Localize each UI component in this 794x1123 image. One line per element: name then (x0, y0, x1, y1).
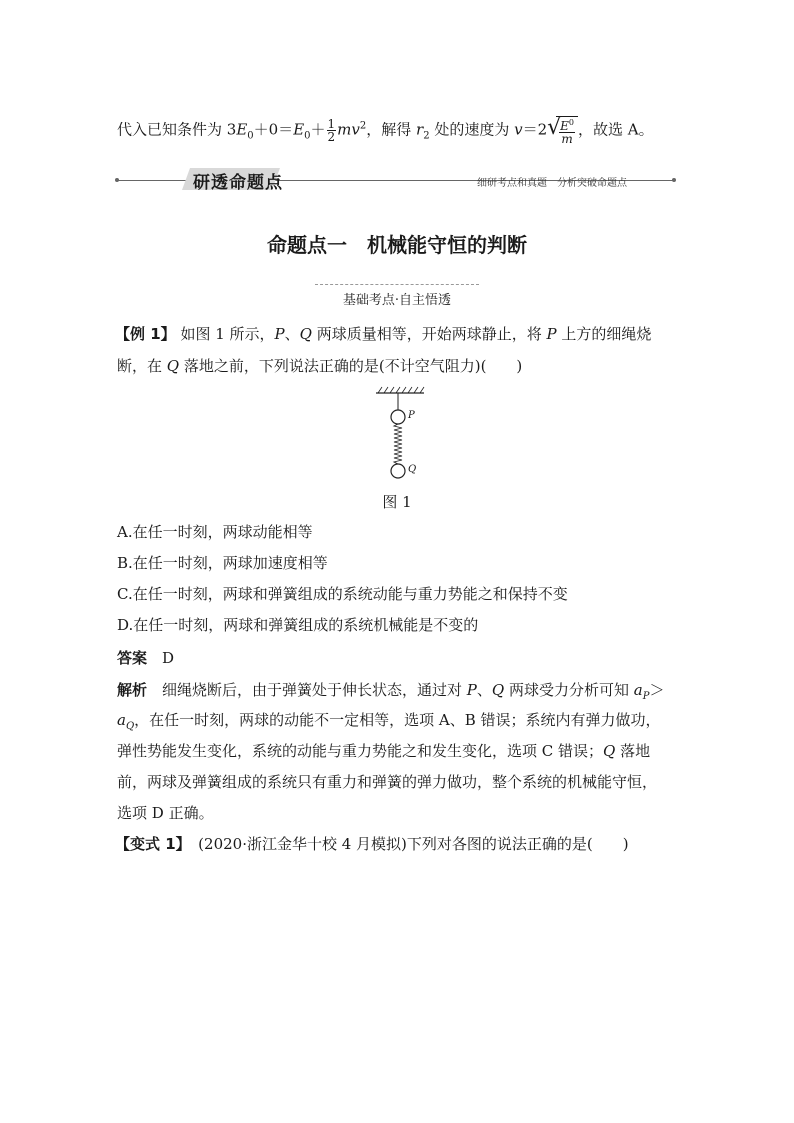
greater-than: ＞ (649, 681, 665, 699)
var-a: a (633, 681, 643, 699)
intro-suffix: ，故选 A。 (578, 120, 654, 139)
var-E: E (236, 120, 248, 139)
intro-prefix: 代入已知条件为 3 (117, 120, 237, 139)
option-d: D.在任一时刻，两球和弹簧组成的系统机械能是不变的 (117, 616, 479, 634)
sqrt-num (559, 117, 575, 133)
var-Q: Q (491, 681, 505, 699)
figure-label-p: P (408, 410, 415, 421)
figure-caption: 图 1 (382, 493, 412, 511)
answer-value: D (162, 649, 175, 667)
var-P: P (466, 681, 477, 699)
analysis-line-3 (117, 741, 650, 761)
analysis-line-1 (117, 680, 664, 707)
analysis-text: 细绳烧断后，由于弹簧处于伸长状态，通过对 (147, 681, 467, 699)
section-title: 命题点一 机械能守恒的判断 (267, 233, 527, 257)
var-v: v (514, 120, 523, 139)
ball-q (391, 464, 405, 478)
analysis-line-4: 前，两球及弹簧组成的系统只有重力和弹簧的弹力做功，整个系统的机械能守恒， (117, 773, 658, 791)
var-r: r (416, 120, 424, 139)
frac-num: 1 (327, 117, 336, 131)
sep: 、 (284, 325, 300, 343)
example-text: 断，在 (117, 357, 167, 375)
sup-zero: 0 (568, 118, 575, 127)
sub-zero: 0 (247, 130, 254, 142)
analysis-label: 解析 (117, 681, 148, 699)
fraction-half (327, 118, 337, 143)
frac-den: 2 (327, 130, 336, 144)
intro-comma: ，解得 (366, 120, 417, 139)
intro-mid: 处的速度为 (429, 120, 515, 139)
var-P: P (546, 325, 557, 343)
sqrt-fraction (559, 117, 575, 145)
example-line-1 (115, 324, 651, 344)
intro-eq: ＋0＝ (253, 120, 294, 139)
var-Q: Q (166, 357, 180, 375)
sub-two: 2 (423, 130, 430, 142)
var-P: P (274, 325, 285, 343)
example-line-2 (117, 356, 522, 376)
subtitle-rule (315, 284, 479, 285)
var-Q: Q (299, 325, 312, 343)
banner-dot-left (115, 178, 119, 182)
analysis-text: 弹性势能发生变化，系统的动能与重力势能之和发生变化，选项 C 错误； (117, 742, 604, 760)
intro-plus: ＋ (310, 120, 326, 139)
analysis-text: 落地 (615, 742, 651, 760)
var-Q: Q (603, 742, 616, 760)
intro-line (117, 116, 654, 147)
ceiling (376, 387, 424, 393)
option-a: A.在任一时刻，两球动能相等 (117, 523, 313, 541)
answer-gap (147, 649, 162, 667)
var-a: a (117, 711, 126, 729)
answer-label: 答案 (117, 649, 148, 667)
example-text: 上方的细绳烧 (556, 325, 652, 343)
analysis-text: ，在任一时刻，两球的动能不一定相等，选项 A、B 错误；系统内有弹力做功， (134, 711, 661, 729)
section-subtitle: 基础考点·自主悟透 (342, 293, 452, 308)
analysis-text: 两球受力分析可知 (504, 681, 634, 699)
analysis-line-2 (117, 710, 661, 737)
example-text: 如图 1 所示， (175, 325, 275, 343)
sup-square: 2 (359, 120, 367, 132)
sub-Q: Q (125, 721, 135, 732)
option-b: B.在任一时刻，两球加速度相等 (117, 554, 328, 572)
figure-spring-balls (370, 384, 430, 484)
sqrt-sign: √ (547, 115, 562, 140)
variant-tag: 【变式 1】 (115, 835, 184, 853)
banner-label: 研透命题点 (193, 173, 283, 193)
example-text: 落地之前，下列说法正确的是(不计空气阻力)( ) (179, 357, 523, 375)
example-tag: 【例 1】 (115, 325, 176, 343)
sep: 、 (476, 681, 492, 699)
variant-line (115, 834, 629, 854)
example-text: 两球质量相等，开始两球静止，将 (311, 325, 547, 343)
banner-right-text: 细研考点和真题 分析突破命题点 (477, 178, 627, 189)
figure-label-q: Q (408, 464, 417, 475)
ball-p (391, 410, 405, 424)
var-E: E (560, 119, 569, 133)
banner-dot-right (672, 178, 676, 182)
var-E: E (293, 120, 305, 139)
answer-line (117, 648, 174, 668)
sub-zero: 0 (304, 130, 311, 142)
sqrt-expression (547, 116, 578, 145)
intro-eq2: ＝2 (522, 120, 548, 139)
option-c: C.在任一时刻，两球和弹簧组成的系统动能与重力势能之和保持不变 (117, 585, 568, 603)
var-mv: mv (337, 120, 360, 139)
variant-text: (2020·浙江金华十校 4 月模拟)下列对各图的说法正确的是( ) (183, 835, 629, 853)
spring (394, 424, 402, 464)
sqrt-den: m (561, 132, 573, 146)
sub-P: P (642, 691, 650, 702)
analysis-line-5: 选项 D 正确。 (117, 804, 214, 822)
